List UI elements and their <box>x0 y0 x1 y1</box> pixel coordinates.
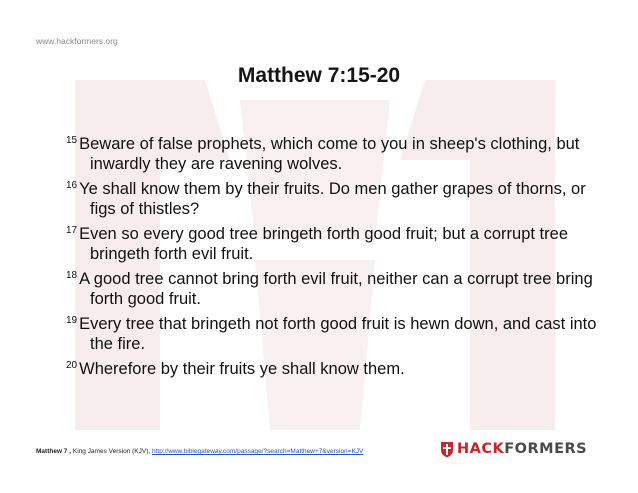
verse-text: Every tree that bringeth not forth good fruit is hewn down, and cast into the fire. <box>79 315 597 353</box>
slide-title: Matthew 7:15-20 <box>237 64 401 87</box>
verse-20 <box>66 356 606 379</box>
verse-19 <box>66 311 606 354</box>
site-url: www.hackformers.org <box>36 36 118 46</box>
brand-wordmark <box>457 441 587 457</box>
verse-text: Even so every good tree bringeth forth good fruit; but a corrupt tree bringeth forth evil fruit. <box>79 225 568 263</box>
citation-source: King James Version (KJV), <box>71 448 152 455</box>
citation-reference: Matthew 7 , <box>36 448 72 455</box>
verse-text: Beware of false prophets, which come to you in sheep's clothing, but inwardly they are ravening wolves. <box>79 135 580 173</box>
shield-cross-icon <box>440 441 454 458</box>
verse-17 <box>66 221 606 264</box>
footer-citation <box>36 448 363 455</box>
brand-logo <box>440 438 587 460</box>
brand-suffix: FORMERS <box>504 441 588 457</box>
verse-number: 15 <box>66 135 78 146</box>
verse-list <box>66 131 606 381</box>
verse-16 <box>66 176 606 219</box>
brand-prefix: HACK <box>457 441 505 457</box>
verse-number: 16 <box>66 180 78 191</box>
verse-number: 19 <box>66 315 78 326</box>
verse-text: A good tree cannot bring forth evil fruit, neither can a corrupt tree bring forth good fruit. <box>79 270 593 308</box>
verse-number: 17 <box>66 225 78 236</box>
verse-18 <box>66 266 606 309</box>
verse-text: Ye shall know them by their fruits. Do men gather grapes of thorns, or figs of thistles? <box>79 180 586 218</box>
verse-number: 18 <box>66 270 78 281</box>
verse-text: Wherefore by their fruits ye shall know them. <box>79 360 405 378</box>
verse-number: 20 <box>66 360 78 371</box>
verse-15 <box>66 131 606 174</box>
citation-link[interactable]: http://www.biblegateway.com/passage/?search=Matthew+7&version=KJV <box>151 448 364 455</box>
